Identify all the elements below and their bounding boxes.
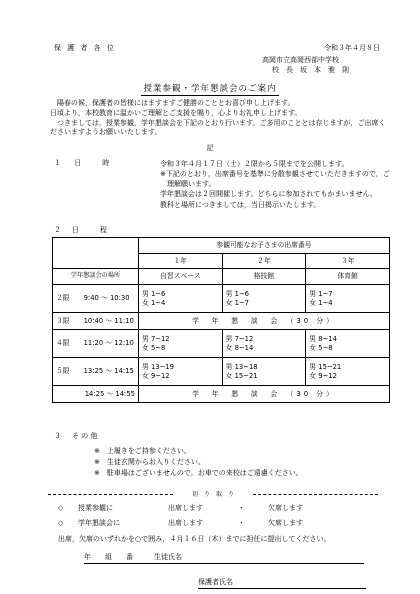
principal-name: 校 長 坂 本 雅 則 — [272, 65, 349, 74]
list-item: ※ 上履きをご持参ください。 — [94, 447, 191, 455]
greeting-body — [50, 99, 386, 138]
table-row — [53, 285, 390, 313]
grade-3: ３年 — [306, 254, 390, 269]
time: 13:25 ～ 14:15 — [83, 367, 134, 376]
ki-marker: 記 — [206, 144, 214, 152]
section-1-line: 学年懇談会は２回開催します。どちらに参加されてもかまいません。 — [160, 190, 377, 199]
section-1-label: 日 時 — [74, 159, 117, 167]
period: ３限 — [56, 316, 70, 325]
body-paragraph: 日頃より，本校教育に温かいご理解とご支援を賜り，心よりお礼申し上げます。 — [50, 108, 302, 117]
response-item: 授業参観に — [78, 504, 113, 512]
place-grade-2: 格技館 — [222, 269, 306, 285]
table-row — [53, 386, 390, 403]
section-2-label: 日 程 — [72, 226, 114, 234]
time: 9:40 ～ 10:30 — [83, 294, 130, 303]
response-item: 学年懇談会に — [78, 519, 120, 527]
grade-1-cell: 男 1~6 女 1~4 — [138, 285, 222, 313]
time: 11:20 ～ 12:10 — [83, 339, 134, 348]
grade-2: ２年 — [222, 254, 306, 269]
grade-3-cell: 男 8~14 女 5~8 — [306, 330, 390, 358]
table-row — [53, 313, 390, 330]
guardian-name-label: 保護者氏名 — [198, 578, 233, 586]
section-1-number: １ — [54, 159, 61, 167]
absent-option[interactable]: 欠席します — [268, 504, 303, 512]
time: 10:40 ～ 11:10 — [83, 316, 134, 325]
period-cell — [53, 386, 139, 403]
section-1-line: 教科と場所につきましては，当日掲示いたします。 — [160, 200, 321, 209]
body-paragraph: 陽春の候，保護者の皆様にはますますご健勝のこととお喜び申し上げます。 — [57, 99, 295, 107]
conference-cell: 学 年 懇 談 会 （30 分） — [138, 386, 389, 403]
place-label: 学年懇談会の場所 — [53, 269, 139, 285]
student-name-label: 年 組 番 生徒氏名 — [84, 553, 182, 561]
conference-cell: 学 年 懇 談 会 （30 分） — [138, 313, 389, 330]
response-conference — [58, 519, 303, 528]
signature-underline — [84, 563, 364, 564]
list-item: ※ 駐車場はございませんので，お車での来校はご遠慮ください。 — [94, 468, 303, 477]
separator: ・ — [238, 519, 245, 527]
table-header-row — [53, 238, 390, 254]
recipient: 保 護 者 各 位 — [54, 44, 116, 52]
section-1-line: 令和３年４月１７日（土）２限から５限までを公開します。 — [160, 160, 349, 168]
date: 令和３年４月８日 — [324, 44, 380, 52]
grade-2-cell: 男 13~18 女 15~21 — [222, 358, 306, 386]
title-text: 授業参観・学年懇談会のご案内 — [143, 84, 277, 94]
diamond-icon: ◇ — [58, 519, 64, 527]
submission-instruction: 出席，欠席のいずれかを○で囲み，４月１６日（木）までに担任に提出してください。 — [58, 535, 331, 543]
cut-dash-left — [48, 494, 173, 495]
notes-list — [94, 446, 303, 479]
place-grade-1: 自習スペース — [138, 269, 222, 285]
cut-line — [48, 490, 378, 499]
period: ５限 — [56, 367, 70, 376]
body-paragraph: つきましては，授業参観，学年懇談会を下記のとおり行います。ご多用のこととは存じますが，ご出席くださいますようお願いいたします。 — [50, 118, 386, 137]
section-1-heading — [54, 159, 132, 168]
sender-block — [262, 56, 349, 76]
guardian-signature-line[interactable] — [198, 578, 233, 587]
document-title — [0, 84, 420, 95]
period: ２限 — [56, 294, 70, 303]
grade-1-cell: 男 13~19 女 9~12 — [138, 358, 222, 386]
section-3-heading — [54, 432, 97, 441]
section-3-number: ３ — [54, 432, 61, 440]
time: 14:25 ～ 14:55 — [84, 389, 135, 398]
signature-underline — [198, 588, 366, 589]
period-cell — [53, 285, 139, 313]
cut-label: 切 り 取 り — [191, 491, 234, 498]
section-1-line: ※下記のとおり，出席番号を基準に分散参観させていただきますので，ご理解願います。 — [160, 170, 390, 189]
period-cell — [53, 330, 139, 358]
separator: ・ — [238, 504, 245, 512]
grade-1-cell: 男 7~12 女 5~8 — [138, 330, 222, 358]
grade-2-cell: 男 1~6 女 1~7 — [222, 285, 306, 313]
table-row — [53, 358, 390, 386]
table-header: 参観可能なお子さまの出席番号 — [138, 238, 389, 254]
attend-option[interactable]: 出席します — [168, 519, 203, 527]
grade-2-cell: 男 7~12 女 8~14 — [222, 330, 306, 358]
list-item: ※ 生徒玄関からお入りください。 — [94, 457, 205, 466]
place-row — [53, 269, 390, 285]
cut-dash-right — [253, 494, 378, 495]
section-2-number: ２ — [54, 226, 61, 234]
grade-3-cell: 男 15~21 女 9~12 — [306, 358, 390, 386]
period-cell — [53, 358, 139, 386]
section-1-body — [160, 159, 393, 210]
attend-option[interactable]: 出席します — [168, 504, 203, 512]
section-3-label: そ の 他 — [72, 432, 98, 440]
student-signature-line[interactable] — [84, 553, 182, 562]
schedule-table — [52, 237, 390, 403]
section-2-heading — [54, 226, 114, 235]
table-row — [53, 330, 390, 358]
school-name: 高岡市立高岡西部中学校 — [262, 56, 339, 64]
response-observation — [58, 504, 303, 513]
table-corner-cell — [53, 238, 139, 269]
place-grade-3: 体育館 — [306, 269, 390, 285]
period: ４限 — [56, 339, 70, 348]
grade-3-cell: 男 1~7 女 1~4 — [306, 285, 390, 313]
grade-1: １年 — [138, 254, 222, 269]
absent-option[interactable]: 欠席します — [268, 519, 303, 527]
diamond-icon: ◇ — [58, 504, 64, 512]
period-cell — [53, 313, 139, 330]
